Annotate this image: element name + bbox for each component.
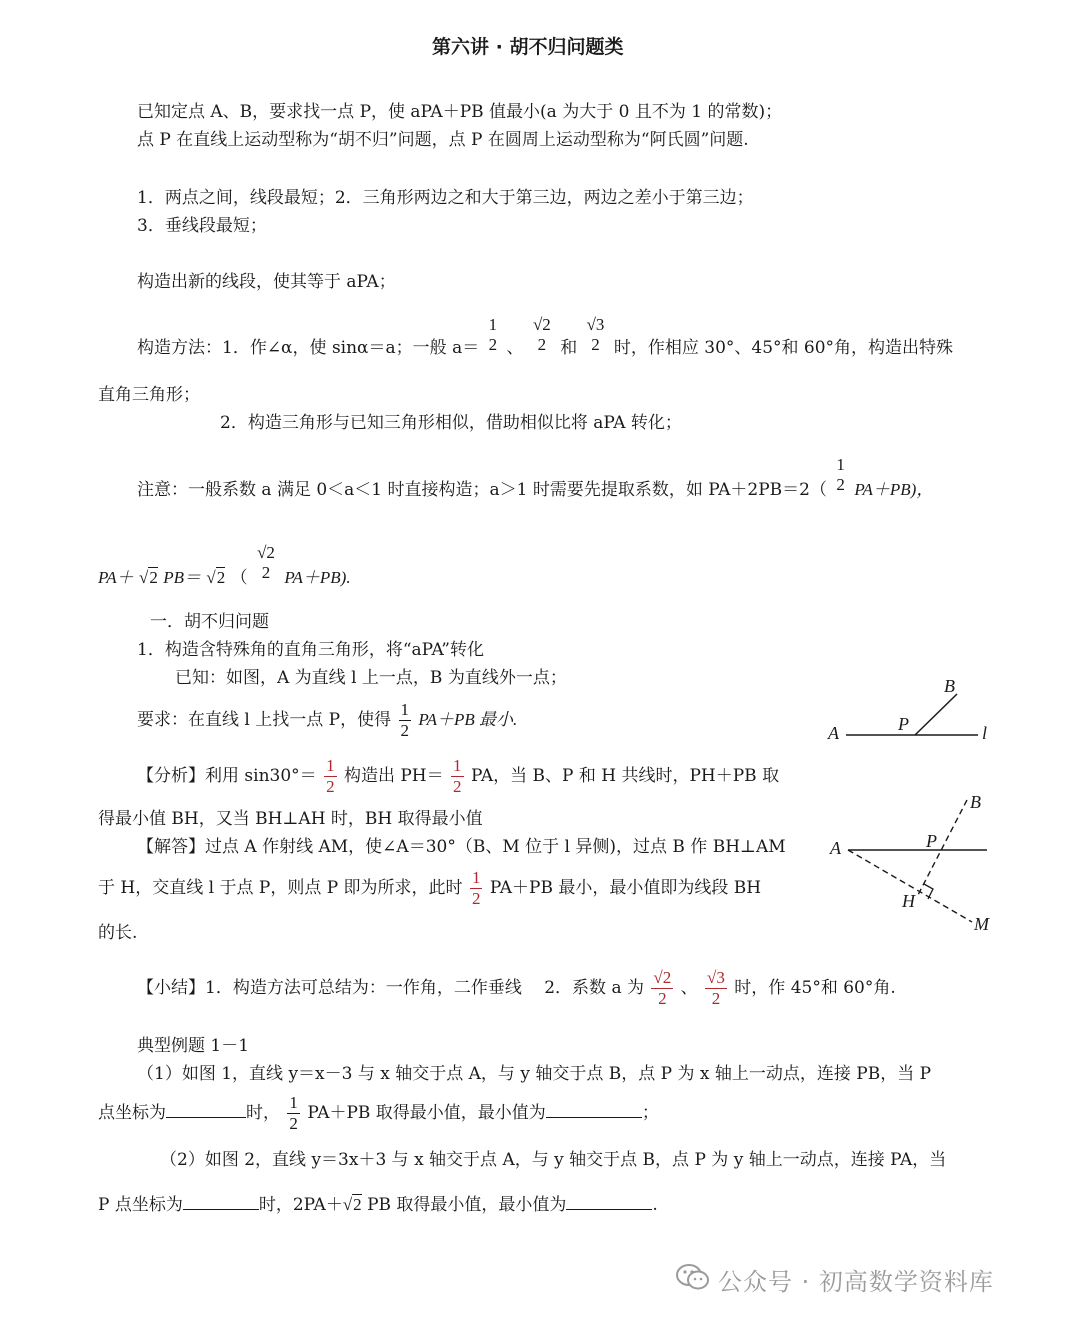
fraction-denominator: 2 bbox=[711, 989, 721, 1008]
fraction-denominator: 2 bbox=[326, 777, 335, 796]
watermark-text: 公众号 · 初高数学资料库 bbox=[718, 1268, 994, 1296]
example-heading: 典型例题 1－1 bbox=[137, 1036, 250, 1056]
answer-blank-minimum[interactable] bbox=[546, 1101, 642, 1118]
fraction-numerator: 1 bbox=[488, 314, 498, 334]
fig2-label-p: P bbox=[926, 831, 937, 851]
example-part2-line2 bbox=[98, 1185, 658, 1225]
fraction-denominator: 2 bbox=[658, 989, 667, 1008]
analysis-line-2: 得最小值 BH，又当 BH⊥AH 时，BH 取得最小值 bbox=[98, 809, 483, 829]
fraction-half bbox=[399, 700, 412, 741]
analysis-text-mid: 构造出 PH＝ bbox=[343, 766, 444, 786]
fraction-denominator: 2 bbox=[591, 334, 600, 354]
fraction-numerator: √3 bbox=[707, 968, 725, 987]
principles-line-2: 3．垂线段最短； bbox=[137, 216, 267, 236]
solution-line-2 bbox=[98, 868, 761, 909]
note-l2-post: PA＋PB). bbox=[284, 568, 351, 587]
fraction-half bbox=[470, 868, 483, 909]
fraction-half bbox=[834, 455, 847, 495]
summary-text: 【小结】1．构造方法可总结为：一作角，二作垂线 2．系数 a 为 bbox=[137, 978, 644, 998]
note-l2-mid: PB＝ bbox=[163, 568, 202, 587]
section-heading: 一．胡不归问题 bbox=[150, 612, 269, 632]
solution-line-3: 的长. bbox=[98, 923, 138, 943]
fraction-half bbox=[324, 756, 337, 797]
fraction-denominator: 2 bbox=[289, 1114, 298, 1133]
analysis-text-post: PA，当 B、P 和 H 共线时，PH＋PB 取 bbox=[470, 766, 780, 786]
part1-text-end: ； bbox=[641, 1103, 659, 1123]
fraction-root2-over-2 bbox=[255, 543, 277, 583]
fraction-root2-over-2 bbox=[531, 315, 553, 355]
part1-text-post: PA＋PB 取得最小值，最小值为 bbox=[307, 1103, 546, 1123]
answer-blank-coordinate[interactable] bbox=[166, 1101, 246, 1118]
requirement-tail: PA＋PB 最小. bbox=[418, 710, 518, 729]
example-part2-line1: （2）如图 2，直线 y＝3x＋3 与 x 轴交于点 A，与 y 轴交于点 B，点 P 为 y 轴上一动点，连接 PA，当 bbox=[160, 1150, 947, 1170]
fig1-label-l: l bbox=[982, 723, 988, 743]
fraction-numerator: 1 bbox=[453, 756, 462, 775]
fraction-numerator: 1 bbox=[836, 454, 845, 474]
note-text: 注意：一般系数 a 满足 0＜a＜1 时直接构造；a＞1 时需要先提取系数，如 PA＋2PB＝2（ bbox=[137, 480, 827, 500]
note-l2-pre: PA＋ bbox=[98, 568, 134, 587]
summary-text-tail: 时，作 45°和 60°角. bbox=[734, 978, 896, 998]
sqrt-2: √2 bbox=[138, 568, 158, 587]
requirement-text: 要求：在直线 l 上找一点 P，使得 bbox=[137, 710, 392, 730]
segment-pb bbox=[915, 694, 957, 735]
solution-line-1: 【解答】过点 A 作射线 AM，使∠A＝30°（B、M 位于 l 异侧)，过点 B 作 BH⊥AM bbox=[137, 837, 786, 857]
wechat-icon bbox=[675, 1262, 711, 1292]
fraction-denominator: 2 bbox=[400, 721, 409, 740]
solution-text-tail: PA＋PB 最小，最小值即为线段 BH bbox=[489, 878, 762, 898]
separator: 和 bbox=[560, 338, 578, 358]
fraction-root3-over-2 bbox=[705, 968, 727, 1009]
section-given: 已知：如图，A 为直线 l 上一点，B 为直线外一点； bbox=[175, 668, 567, 688]
sqrt-2: √2 bbox=[206, 568, 226, 587]
fraction-numerator: √3 bbox=[586, 314, 605, 334]
intro-line-2: 点 P 在直线上运动型称为“胡不归”问题，点 P 在圆周上运动型称为“阿氏圆”问题. bbox=[137, 130, 749, 150]
separator: 、 bbox=[680, 978, 698, 998]
radicand: 2 bbox=[353, 1195, 362, 1214]
fig2-label-a: A bbox=[830, 838, 841, 858]
fig2-label-b: B bbox=[970, 792, 981, 812]
fraction-half bbox=[287, 1093, 300, 1134]
analysis-line-1 bbox=[137, 756, 779, 797]
fraction-denominator: 2 bbox=[471, 889, 481, 908]
part2-text-post: PB 取得最小值，最小值为 bbox=[367, 1195, 567, 1215]
answer-blank-coordinate[interactable] bbox=[183, 1193, 259, 1210]
note-text-tail: PA＋PB)， bbox=[854, 480, 934, 499]
fraction-root2-over-2 bbox=[651, 968, 673, 1009]
sqrt-2: √2 bbox=[342, 1195, 362, 1214]
construct-method-1-cont: 直角三角形； bbox=[98, 385, 200, 405]
fraction-denominator: 2 bbox=[453, 777, 462, 796]
note-line-1 bbox=[137, 454, 934, 511]
example-part1-line2 bbox=[98, 1093, 659, 1134]
part1-text-mid: 时， bbox=[246, 1103, 280, 1123]
page-title: 第六讲 · 胡不归问题类 bbox=[432, 36, 624, 58]
fraction-denominator: 2 bbox=[488, 334, 498, 354]
fraction-denominator: 2 bbox=[836, 474, 845, 494]
separator: 、 bbox=[506, 338, 524, 358]
fig1-label-p: P bbox=[898, 714, 909, 734]
section-requirement bbox=[137, 700, 517, 741]
part2-text: P 点坐标为 bbox=[98, 1195, 183, 1215]
intro-line-1: 已知定点 A、B，要求找一点 P，使 aPA＋PB 值最小(a 为大于 0 且不为 1 的常数)； bbox=[137, 102, 783, 122]
fraction-denominator: 2 bbox=[261, 562, 271, 582]
example-part1-line1: （1）如图 1，直线 y＝x－3 与 x 轴交于点 A，与 y 轴交于点 B，点 P 为 x 轴上一动点，连接 PB，当 P bbox=[137, 1064, 932, 1084]
radicand: 2 bbox=[149, 568, 158, 587]
fraction-root3-over-2 bbox=[585, 315, 607, 355]
fig1-label-b: B bbox=[944, 676, 955, 696]
right-angle-mark bbox=[924, 884, 933, 899]
part2-text-mid: 时，2PA＋ bbox=[258, 1195, 343, 1215]
solution-text: 于 H，交直线 l 于点 P，则点 P 即为所求，此时 bbox=[98, 878, 463, 898]
section-sub: 1．构造含特殊角的直角三角形，将“aPA”转化 bbox=[137, 640, 484, 660]
construct-method-1-text: 构造方法：1．作∠α，使 sinα＝a；一般 a＝ bbox=[137, 338, 480, 358]
fraction-numerator: √2 bbox=[257, 542, 275, 562]
summary-line bbox=[137, 968, 896, 1009]
part1-text: 点坐标为 bbox=[98, 1103, 166, 1123]
fraction-half bbox=[451, 756, 464, 797]
fig1-label-a: A bbox=[828, 723, 839, 743]
construct-method-2: 2．构造三角形与已知三角形相似，借助相似比将 aPA 转化； bbox=[220, 413, 682, 433]
note-l2-paren: （ bbox=[230, 568, 248, 588]
construct-line: 构造出新的线段，使其等于 aPA； bbox=[137, 272, 396, 292]
analysis-text: 【分析】利用 sin30°＝ bbox=[137, 766, 317, 786]
fraction-denominator: 2 bbox=[537, 334, 547, 354]
fraction-numerator: √2 bbox=[653, 968, 672, 987]
answer-blank-minimum[interactable] bbox=[566, 1193, 652, 1210]
note-line-2 bbox=[98, 542, 351, 599]
fraction-numerator: 1 bbox=[471, 868, 481, 887]
principles-line-1: 1．两点之间，线段最短；2．三角形两边之和大于第三边，两边之差小于第三边； bbox=[137, 188, 754, 208]
part2-text-end: . bbox=[652, 1195, 658, 1215]
construct-method-1-tail: 时，作相应 30°、45°和 60°角，构造出特殊 bbox=[613, 338, 954, 358]
fraction-numerator: 1 bbox=[400, 700, 409, 719]
fig2-label-m: M bbox=[974, 914, 989, 934]
construct-method-1 bbox=[137, 314, 954, 369]
fraction-numerator: 1 bbox=[289, 1093, 298, 1112]
radicand: 2 bbox=[216, 568, 226, 587]
fig2-label-h: H bbox=[902, 891, 915, 911]
fraction-half bbox=[487, 315, 500, 355]
figure-1 bbox=[820, 672, 1000, 752]
fraction-numerator: √2 bbox=[532, 314, 551, 334]
fraction-numerator: 1 bbox=[326, 756, 335, 775]
